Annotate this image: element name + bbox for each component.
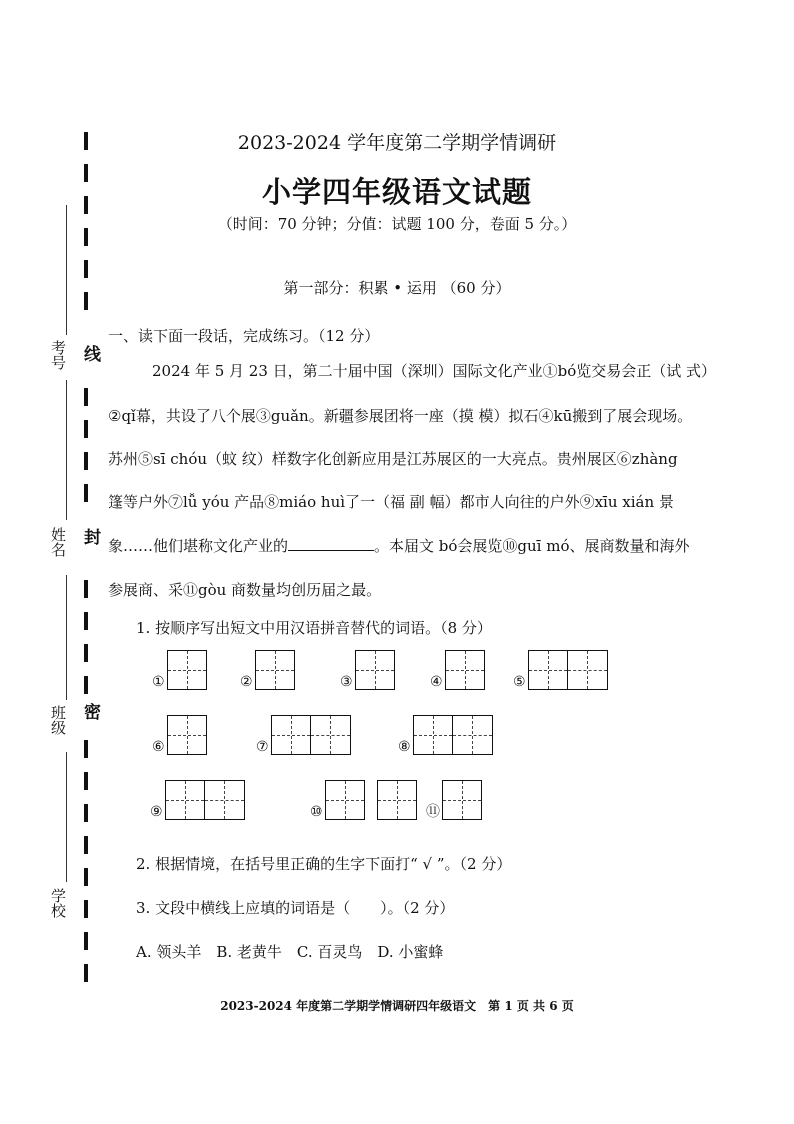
question-1: 1. 按顺序写出短文中用汉语拼音替代的词语。（8 分）: [136, 619, 492, 637]
cut-line-dash: [84, 740, 88, 758]
tian-grid-box[interactable]: [442, 780, 482, 820]
cut-line-dash: [84, 836, 88, 854]
tian-grid-box[interactable]: [568, 650, 608, 690]
passage-line-5-after: 。本届文 bó会展览⑩guī mó、展商数量和海外: [374, 537, 690, 555]
cut-line-dash: [84, 804, 88, 822]
answer-label: ⑪: [426, 804, 440, 820]
answer-group-7: [256, 715, 351, 755]
answer-group-11: [426, 780, 482, 820]
cut-line-dash: [84, 932, 88, 950]
tian-grid-box[interactable]: [453, 715, 493, 755]
answer-label: ③: [340, 674, 353, 690]
cut-line-dash: [84, 964, 88, 982]
cut-line-dash: [84, 484, 88, 502]
tian-grid-box[interactable]: [325, 780, 365, 820]
answer-group-9: [150, 780, 245, 820]
cut-line-dash: [84, 420, 88, 438]
answer-label: ②: [240, 674, 253, 690]
class-field[interactable]: [66, 575, 67, 700]
tian-grid-box[interactable]: [445, 650, 485, 690]
question-3: 3. 文段中横线上应填的词语是（ ）。（2 分）: [136, 899, 455, 917]
seal-secret-char: 密: [80, 703, 100, 720]
section1-heading: 一、读下面一段话，完成练习。（12 分）: [108, 327, 380, 345]
school-field[interactable]: [66, 752, 67, 882]
seal-seal-char: 封: [80, 528, 100, 545]
answer-label: ⑨: [150, 804, 163, 820]
tian-grid-box[interactable]: [255, 650, 295, 690]
tian-grid-box[interactable]: [377, 780, 417, 820]
seal-line-char: 线: [80, 345, 100, 362]
name-field[interactable]: [66, 380, 67, 520]
passage-line-5-before: 象……他们堪称文化产业的: [108, 537, 289, 555]
passage-line-4: 篷等户外⑦lǚ yóu 产品⑧miáo huì了一（福 副 幅）都市人向往的户外⑨xīu xián 景: [108, 493, 674, 511]
answer-group-6: [152, 715, 207, 755]
passage-line-5: [108, 535, 690, 556]
tian-grid-box[interactable]: [167, 650, 207, 690]
answer-group-10: [310, 780, 417, 820]
part-heading: 第一部分：积累 • 运用 （60 分）: [283, 279, 511, 297]
answer-label: ④: [430, 674, 443, 690]
name-label: 姓名: [49, 527, 67, 557]
answer-group-8: [398, 715, 493, 755]
cut-line-dash: [84, 580, 88, 598]
passage-line-2: ②qǐ幕，共设了八个展③guǎn。新疆参展团将一座（摸 模）拟石④kū搬到了展会现场。: [108, 407, 693, 425]
class-label: 班级: [49, 705, 67, 735]
question-3-options: A. 领头羊 B. 老黄牛 C. 百灵鸟 D. 小蜜蜂: [136, 943, 444, 961]
tian-grid-box[interactable]: [528, 650, 568, 690]
cut-line-dash: [84, 612, 88, 630]
page-footer: 2023-2024 年度第二学期学情调研四年级语文 第 1 页 共 6 页: [220, 999, 574, 1013]
answer-label: ⑥: [152, 739, 165, 755]
answer-group-5: [513, 650, 608, 690]
tian-grid-box[interactable]: [165, 780, 205, 820]
tian-grid-box[interactable]: [271, 715, 311, 755]
question-2: 2. 根据情境，在括号里正确的生字下面打“ √ ”。（2 分）: [136, 855, 512, 873]
answer-label: ①: [152, 674, 165, 690]
exam-period-title: 2023-2024 学年度第二学期学情调研: [237, 132, 557, 154]
passage-line-6: 参展商、采⑪gòu 商数量均创历届之最。: [108, 581, 382, 599]
answer-label: ⑩: [310, 804, 323, 820]
exam-no-label: 考号: [49, 340, 67, 370]
answer-group-1: [152, 650, 207, 690]
answer-group-3: [340, 650, 395, 690]
answer-label: ⑤: [513, 674, 526, 690]
answer-group-4: [430, 650, 485, 690]
school-label: 学校: [49, 888, 67, 918]
answer-label: ⑦: [256, 739, 269, 755]
passage-line-1: 2024 年 5 月 23 日，第二十届中国（深圳）国际文化产业①bó览交易会正（试 式）: [152, 362, 717, 380]
tian-grid-box[interactable]: [311, 715, 351, 755]
fill-blank[interactable]: [288, 536, 374, 551]
cut-line-dash: [84, 772, 88, 790]
exam-title: 小学四年级语文试题: [261, 175, 532, 209]
tian-grid-box[interactable]: [413, 715, 453, 755]
exam-info: （时间：70 分钟；分值：试题 100 分，卷面 5 分。）: [217, 215, 577, 233]
tian-grid-box[interactable]: [205, 780, 245, 820]
tian-grid-box[interactable]: [355, 650, 395, 690]
cut-line-dash: [84, 676, 88, 694]
cut-line-dash: [84, 900, 88, 918]
tian-grid-box[interactable]: [167, 715, 207, 755]
answer-label: ⑧: [398, 739, 411, 755]
passage-line-3: 苏州⑤sī chóu（蚊 纹）样数字化创新应用是江苏展区的一大亮点。贵州展区⑥zhàng: [108, 450, 678, 468]
cut-line-dash: [84, 644, 88, 662]
answer-group-2: [240, 650, 295, 690]
cut-line-dash: [84, 452, 88, 470]
cut-line-dash: [84, 388, 88, 406]
cut-line-dash: [84, 260, 88, 278]
cut-line-dash: [84, 868, 88, 886]
